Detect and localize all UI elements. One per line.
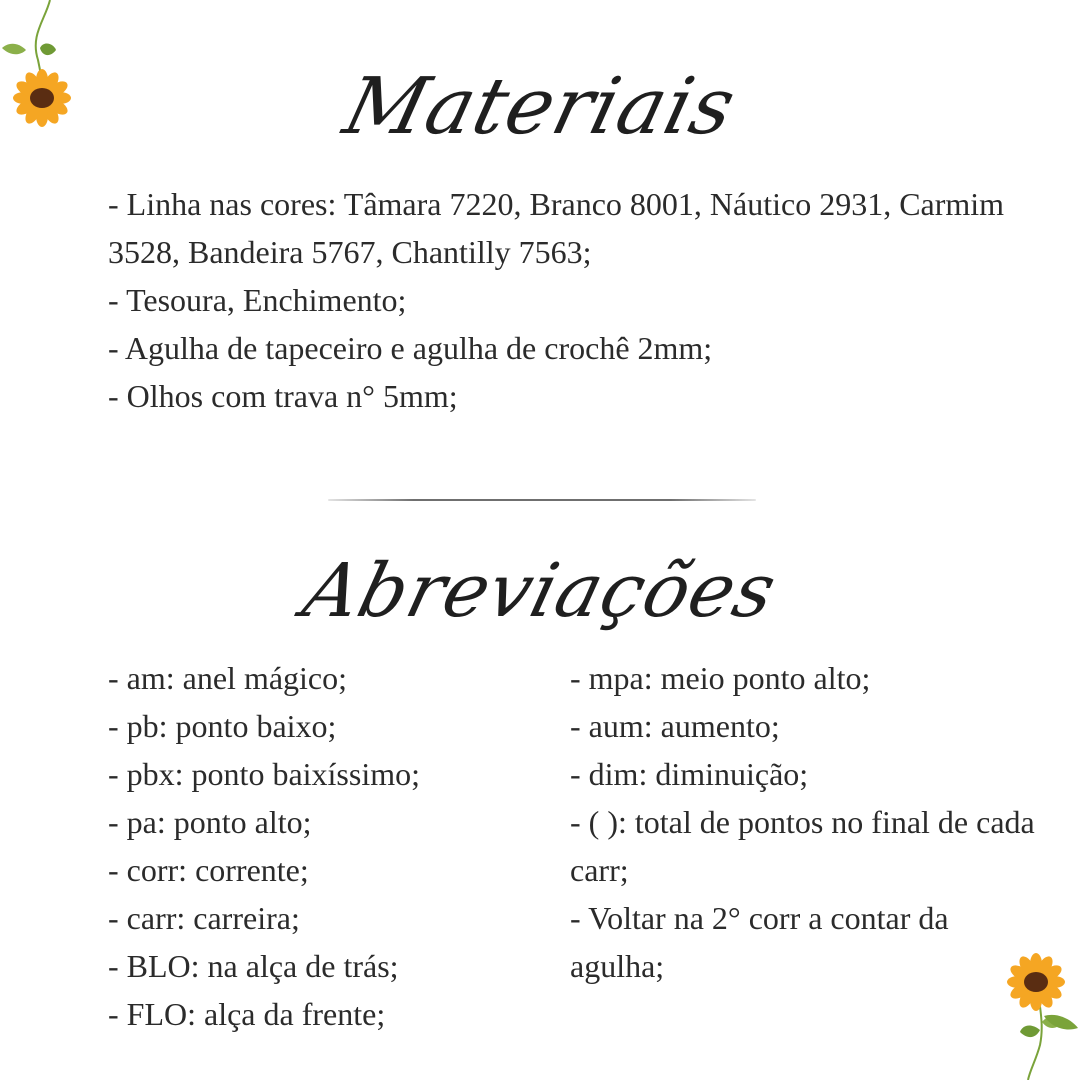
abbreviation-item: - aum: aumento; bbox=[570, 708, 780, 744]
abbreviation-item: - ( ): total de pontos no final de cada carr; bbox=[570, 804, 1035, 888]
abbreviation-item: - carr: carreira; bbox=[108, 900, 300, 936]
materials-item: - Olhos com trava n° 5mm; bbox=[108, 378, 458, 414]
abbreviation-item: - pa: ponto alto; bbox=[108, 804, 312, 840]
section-divider bbox=[328, 499, 756, 501]
materials-item: - Linha nas cores: Tâmara 7220, Branco 8001, Náutico 2931, Carmim 3528, Bandeira 5767, Chantilly 7563; bbox=[108, 186, 1005, 270]
abbreviations-title: Abreviações bbox=[295, 548, 785, 634]
materials-item: - Tesoura, Enchimento; bbox=[108, 282, 407, 318]
abbreviation-item: - pb: ponto baixo; bbox=[108, 708, 337, 744]
abbreviation-item: - am: anel mágico; bbox=[108, 660, 348, 696]
abbreviation-item: - dim: diminuição; bbox=[570, 756, 809, 792]
materials-list bbox=[108, 180, 1008, 420]
abbreviation-item: - FLO: alça da frente; bbox=[108, 996, 386, 1032]
materials-item: - Agulha de tapeceiro e agulha de crochê 2mm; bbox=[108, 330, 713, 366]
sunflower-bottom-right-icon bbox=[1000, 950, 1080, 1080]
abbreviation-item: - mpa: meio ponto alto; bbox=[570, 660, 871, 696]
abbreviations-left-column bbox=[108, 654, 548, 1038]
abbreviation-item: - BLO: na alça de trás; bbox=[108, 948, 399, 984]
materials-title: Materiais bbox=[335, 62, 745, 152]
abbreviations-right-column bbox=[570, 654, 1040, 990]
abbreviation-item: - Voltar na 2° corr a contar da agulha; bbox=[570, 900, 949, 984]
abbreviation-item: - pbx: ponto baixíssimo; bbox=[108, 756, 420, 792]
abbreviation-item: - corr: corrente; bbox=[108, 852, 309, 888]
